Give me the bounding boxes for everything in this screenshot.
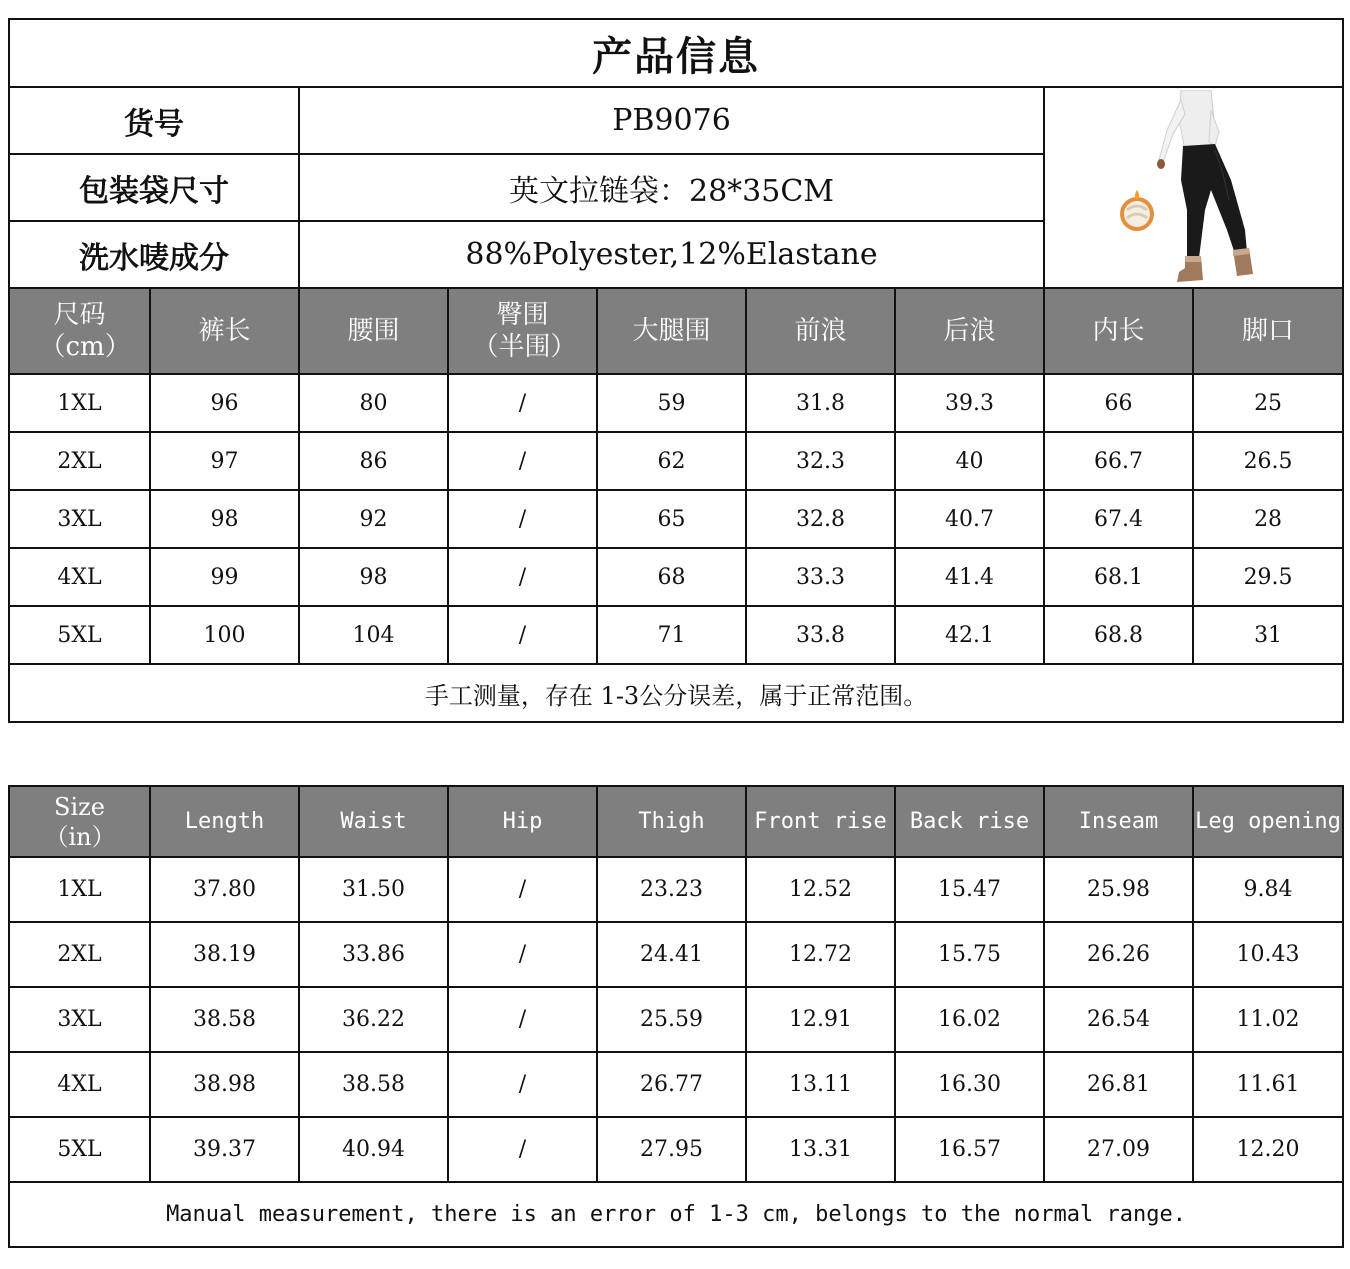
- table-cell: 26.26: [1044, 922, 1193, 987]
- table-row: [9, 548, 1343, 606]
- table-row: [9, 606, 1343, 664]
- table-cell: 98: [299, 548, 448, 606]
- table-cell: 12.20: [1193, 1117, 1343, 1182]
- header-inseam: 内长: [1044, 288, 1193, 374]
- table-cell: 62: [597, 432, 746, 490]
- table-cell: 104: [299, 606, 448, 664]
- table-cell: 68.1: [1044, 548, 1193, 606]
- table-cell: 9.84: [1193, 857, 1343, 922]
- table-cell: 25.59: [597, 987, 746, 1052]
- table-cell: 92: [299, 490, 448, 548]
- table-row: [9, 490, 1343, 548]
- table-cell: 16.57: [895, 1117, 1044, 1182]
- table-cell: 38.58: [299, 1052, 448, 1117]
- table-cell: 66: [1044, 374, 1193, 432]
- table-cell: 10.43: [1193, 922, 1343, 987]
- table-cell: 38.19: [150, 922, 299, 987]
- table-cell: 33.86: [299, 922, 448, 987]
- table-cell: 36.22: [299, 987, 448, 1052]
- page-title: 产品信息: [9, 19, 1343, 87]
- table-cell: /: [448, 490, 597, 548]
- table-row: [9, 857, 1343, 922]
- table-cell: 16.02: [895, 987, 1044, 1052]
- cm-table-note: 手工测量，存在 1-3公分误差，属于正常范围。: [9, 664, 1343, 722]
- table-cell: 40.7: [895, 490, 1044, 548]
- header-waist-in: Waist: [299, 786, 448, 857]
- table-cell: 16.30: [895, 1052, 1044, 1117]
- table-cell: 27.09: [1044, 1117, 1193, 1182]
- table-cell: 11.02: [1193, 987, 1343, 1052]
- fabric-composition-value: 88%Polyester,12%Elastane: [299, 221, 1044, 288]
- item-number-value: PB9076: [299, 87, 1044, 154]
- size-cell: 4XL: [9, 548, 150, 606]
- size-cell: 1XL: [9, 857, 150, 922]
- table-cell: /: [448, 1117, 597, 1182]
- table-cell: 99: [150, 548, 299, 606]
- table-cell: 26.5: [1193, 432, 1343, 490]
- table-cell: 38.58: [150, 987, 299, 1052]
- cm-table-header: [9, 288, 1343, 374]
- table-cell: 26.77: [597, 1052, 746, 1117]
- header-size-in-label: Size（in）: [44, 792, 116, 851]
- table-cell: 25: [1193, 374, 1343, 432]
- table-cell: /: [448, 1052, 597, 1117]
- table-cell: 68.8: [1044, 606, 1193, 664]
- table-row: [9, 1117, 1343, 1182]
- table-cell: 32.3: [746, 432, 895, 490]
- size-cell: 5XL: [9, 1117, 150, 1182]
- package-size-label: 包装袋尺寸: [9, 154, 299, 221]
- header-hip-label: 臀围（半围）: [472, 300, 577, 362]
- table-cell: 42.1: [895, 606, 1044, 664]
- table-cell: /: [448, 374, 597, 432]
- table-cell: 24.41: [597, 922, 746, 987]
- product-info-table: [8, 18, 1344, 723]
- table-cell: 40: [895, 432, 1044, 490]
- header-size-cm: [9, 288, 150, 374]
- table-cell: 65: [597, 490, 746, 548]
- table-row: [9, 987, 1343, 1052]
- table-row: [9, 922, 1343, 987]
- table-row: [9, 432, 1343, 490]
- table-cell: 15.47: [895, 857, 1044, 922]
- header-front-rise-in: Front rise: [746, 786, 895, 857]
- table-cell: /: [448, 606, 597, 664]
- table-cell: /: [448, 857, 597, 922]
- header-length: 裤长: [150, 288, 299, 374]
- header-length-in: Length: [150, 786, 299, 857]
- size-cell: 3XL: [9, 490, 150, 548]
- table-cell: 32.8: [746, 490, 895, 548]
- header-thigh: 大腿围: [597, 288, 746, 374]
- table-cell: 66.7: [1044, 432, 1193, 490]
- header-inseam-in: Inseam: [1044, 786, 1193, 857]
- table-cell: 13.31: [746, 1117, 895, 1182]
- size-cell: 1XL: [9, 374, 150, 432]
- table-cell: 31: [1193, 606, 1343, 664]
- table-cell: 33.3: [746, 548, 895, 606]
- table-cell: /: [448, 922, 597, 987]
- table-cell: 26.81: [1044, 1052, 1193, 1117]
- size-cell: 2XL: [9, 432, 150, 490]
- table-row: [9, 374, 1343, 432]
- table-cell: 27.95: [597, 1117, 746, 1182]
- header-thigh-in: Thigh: [597, 786, 746, 857]
- product-photo-cell: [1044, 87, 1343, 288]
- table-cell: 37.80: [150, 857, 299, 922]
- table-cell: /: [448, 548, 597, 606]
- table-cell: 86: [299, 432, 448, 490]
- size-cell: 3XL: [9, 987, 150, 1052]
- table-cell: 12.72: [746, 922, 895, 987]
- table-cell: 38.98: [150, 1052, 299, 1117]
- table-cell: 39.37: [150, 1117, 299, 1182]
- header-size-cm-label: 尺码（cm）: [39, 300, 131, 362]
- header-hip-in: Hip: [448, 786, 597, 857]
- table-cell: 33.8: [746, 606, 895, 664]
- table-cell: 29.5: [1193, 548, 1343, 606]
- table-row: [9, 1052, 1343, 1117]
- fabric-composition-label: 洗水唛成分: [9, 221, 299, 288]
- cm-table-body: [9, 374, 1343, 664]
- table-cell: 28: [1193, 490, 1343, 548]
- size-cell: 2XL: [9, 922, 150, 987]
- table-cell: 96: [150, 374, 299, 432]
- table-cell: 71: [597, 606, 746, 664]
- leggings-model-photo-icon: [1119, 90, 1269, 286]
- table-cell: 97: [150, 432, 299, 490]
- table-cell: 59: [597, 374, 746, 432]
- header-back-rise: 后浪: [895, 288, 1044, 374]
- in-table-body: [9, 857, 1343, 1182]
- in-table-header: [9, 786, 1343, 857]
- table-cell: 31.8: [746, 374, 895, 432]
- header-hip: [448, 288, 597, 374]
- size-cell: 5XL: [9, 606, 150, 664]
- table-cell: 13.11: [746, 1052, 895, 1117]
- table-cell: 31.50: [299, 857, 448, 922]
- table-cell: 68: [597, 548, 746, 606]
- table-cell: 12.52: [746, 857, 895, 922]
- item-number-label: 货号: [9, 87, 299, 154]
- table-cell: 100: [150, 606, 299, 664]
- in-table-note: Manual measurement, there is an error of 1-3 cm, belongs to the normal range.: [9, 1182, 1343, 1247]
- size-cell: 4XL: [9, 1052, 150, 1117]
- table-cell: 12.91: [746, 987, 895, 1052]
- table-cell: 67.4: [1044, 490, 1193, 548]
- package-size-value: 英文拉链袋：28*35CM: [299, 154, 1044, 221]
- table-cell: 98: [150, 490, 299, 548]
- header-front-rise: 前浪: [746, 288, 895, 374]
- table-cell: 39.3: [895, 374, 1044, 432]
- header-leg-opening: 脚口: [1193, 288, 1343, 374]
- table-cell: 23.23: [597, 857, 746, 922]
- header-back-rise-in: Back rise: [895, 786, 1044, 857]
- table-cell: 15.75: [895, 922, 1044, 987]
- header-leg-opening-in: Leg opening: [1193, 786, 1343, 857]
- inch-size-table: [8, 785, 1344, 1248]
- table-cell: 40.94: [299, 1117, 448, 1182]
- table-cell: 11.61: [1193, 1052, 1343, 1117]
- table-cell: 25.98: [1044, 857, 1193, 922]
- header-waist: 腰围: [299, 288, 448, 374]
- table-cell: /: [448, 987, 597, 1052]
- table-cell: 26.54: [1044, 987, 1193, 1052]
- header-size-in: [9, 786, 150, 857]
- table-cell: 80: [299, 374, 448, 432]
- table-cell: /: [448, 432, 597, 490]
- table-cell: 41.4: [895, 548, 1044, 606]
